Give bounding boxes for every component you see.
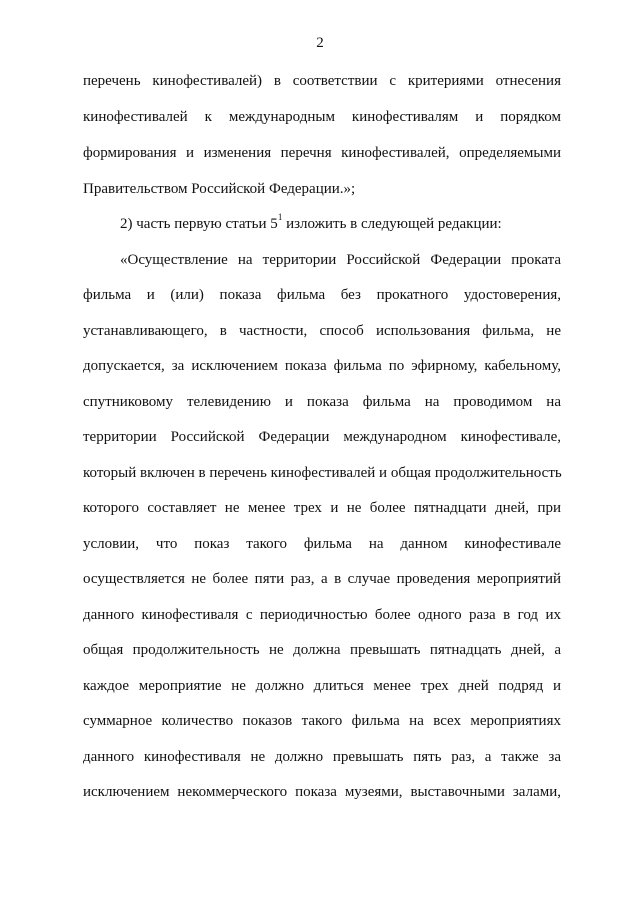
text-line: устанавливающего, в частности, способ использования фильма, не <box>83 323 561 339</box>
list-item-text-before: 2) часть первую статьи 5 <box>120 216 278 232</box>
text-line: территории Российской Федерации международном кинофестивале, <box>83 429 561 445</box>
text-line: условии, что показ такого фильма на данном кинофестивале <box>83 536 561 552</box>
text-line: данного кинофестиваля не должно превышать пять раз, а также за <box>83 749 561 765</box>
text-line: суммарное количество показов такого фильма на всех мероприятиях <box>83 713 561 729</box>
text-line: кинофестивалей к международным кинофестивалям и порядком <box>83 109 561 125</box>
text-line: фильма и (или) показа фильма без прокатного удостоверения, <box>83 287 561 303</box>
text-line: перечень кинофестивалей) в соответствии с критериями отнесения <box>83 73 561 89</box>
text-line: которого составляет не менее трех и не более пятнадцати дней, при <box>83 500 561 516</box>
text-line: данного кинофестиваля с периодичностью более одного раза в год их <box>83 607 561 623</box>
text-line: «Осуществление на территории Российской Федерации проката <box>120 252 561 268</box>
list-item-2 <box>120 212 561 233</box>
text-line: исключением некоммерческого показа музеями, выставочными залами, <box>83 784 561 800</box>
text-line: спутниковому телевидению и показа фильма на проводимом на <box>83 394 561 410</box>
list-item-text-after: изложить в следующей редакции: <box>282 216 502 232</box>
text-line: допускается, за исключением показа фильма по эфирному, кабельному, <box>83 358 561 374</box>
text-line: осуществляется не более пяти раз, а в случае проведения мероприятий <box>83 571 561 587</box>
text-line: Правительством Российской Федерации.»; <box>83 181 356 197</box>
text-line: который включен в перечень кинофестивалей и общая продолжительность <box>83 465 562 481</box>
text-line: каждое мероприятие не должно длиться менее трех дней подряд и <box>83 678 561 694</box>
text-line: общая продолжительность не должна превышать пятнадцать дней, а <box>83 642 561 658</box>
text-line: формирования и изменения перечня кинофестивалей, определяемыми <box>83 145 561 161</box>
article-superscript: 1 <box>277 212 283 222</box>
page-number: 2 <box>316 35 324 51</box>
